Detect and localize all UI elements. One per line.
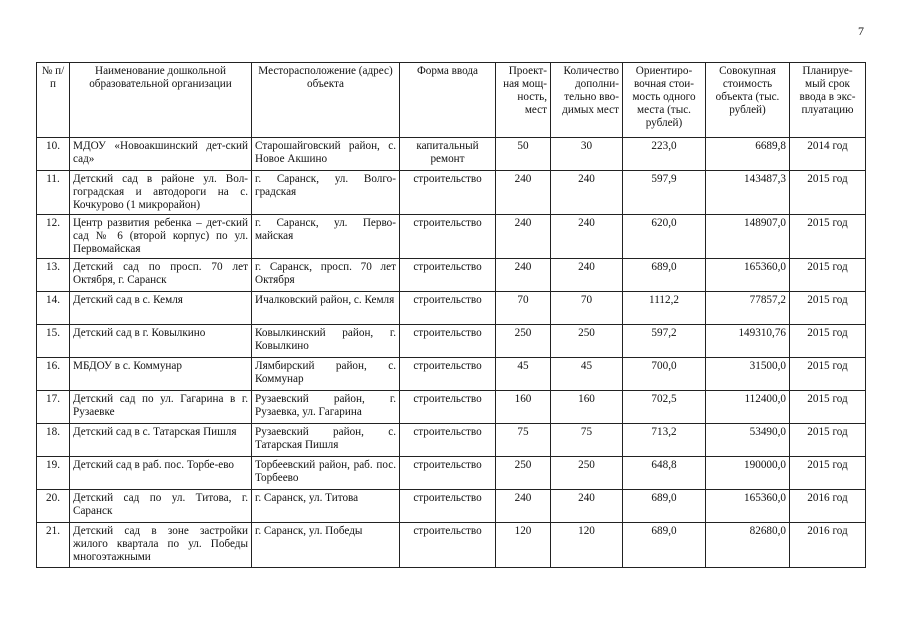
row-name: Детский сад в районе ул. Вол-гоградская и автодороги на с. Кочкурово (1 микрорайон) — [70, 171, 252, 215]
row-form: капитальный ремонт — [400, 138, 496, 171]
row-added: 250 — [551, 325, 623, 358]
table-row — [37, 523, 866, 568]
row-name: Центр развития ребенка – дет-ский сад № 6 (второй корпус) по ул. Первомайская — [70, 215, 252, 259]
table-row — [37, 358, 866, 391]
header-added: Количество дополни-тельно вво-димых мест — [551, 63, 623, 138]
row-term: 2016 год — [790, 523, 866, 568]
row-term: 2016 год — [790, 490, 866, 523]
row-number: 19. — [37, 457, 70, 490]
row-cost-per-place: 223,0 — [623, 138, 706, 171]
row-capacity: 160 — [496, 391, 551, 424]
row-capacity: 240 — [496, 215, 551, 259]
row-location: Рузаевский район, с. Татарская Пишля — [252, 424, 400, 457]
row-added: 240 — [551, 490, 623, 523]
row-added: 240 — [551, 215, 623, 259]
row-added: 70 — [551, 292, 623, 325]
row-added: 240 — [551, 259, 623, 292]
row-term: 2015 год — [790, 358, 866, 391]
row-capacity: 240 — [496, 171, 551, 215]
row-term: 2015 год — [790, 424, 866, 457]
row-name: Детский сад в раб. пос. Торбе-ево — [70, 457, 252, 490]
table-row — [37, 292, 866, 325]
row-total-cost: 82680,0 — [706, 523, 790, 568]
row-name: Детский сад по просп. 70 лет Октября, г. Саранск — [70, 259, 252, 292]
row-name: Детский сад по ул. Гагарина в г. Рузаевке — [70, 391, 252, 424]
row-added: 30 — [551, 138, 623, 171]
row-capacity: 240 — [496, 259, 551, 292]
row-name: Детский сад в зоне застройки жилого квартала по ул. Победы многоэтажными — [70, 523, 252, 568]
row-number: 15. — [37, 325, 70, 358]
row-total-cost: 6689,8 — [706, 138, 790, 171]
row-number: 16. — [37, 358, 70, 391]
row-form: строительство — [400, 490, 496, 523]
row-term: 2015 год — [790, 215, 866, 259]
row-total-cost: 112400,0 — [706, 391, 790, 424]
row-capacity: 75 — [496, 424, 551, 457]
row-number: 12. — [37, 215, 70, 259]
row-name: Детский сад в г. Ковылкино — [70, 325, 252, 358]
header-form: Форма ввода — [400, 63, 496, 138]
row-number: 21. — [37, 523, 70, 568]
row-number: 17. — [37, 391, 70, 424]
table-row — [37, 259, 866, 292]
header-name: Наименование дошкольной образовательной организации — [70, 63, 252, 138]
row-form: строительство — [400, 292, 496, 325]
row-capacity: 120 — [496, 523, 551, 568]
row-term: 2015 год — [790, 171, 866, 215]
row-number: 13. — [37, 259, 70, 292]
header-number: № п/п — [37, 63, 70, 138]
row-location: Рузаевский район, г. Рузаевка, ул. Гагарина — [252, 391, 400, 424]
row-term: 2015 год — [790, 391, 866, 424]
row-cost-per-place: 702,5 — [623, 391, 706, 424]
row-added: 240 — [551, 171, 623, 215]
row-location: г. Саранск, ул. Победы — [252, 523, 400, 568]
row-total-cost: 165360,0 — [706, 490, 790, 523]
header-total-cost: Совокупная стоимость объекта (тыс. рублей) — [706, 63, 790, 138]
row-total-cost: 148907,0 — [706, 215, 790, 259]
row-capacity: 250 — [496, 457, 551, 490]
row-added: 45 — [551, 358, 623, 391]
row-cost-per-place: 597,2 — [623, 325, 706, 358]
row-name: МДОУ «Новоакшинский дет-ский сад» — [70, 138, 252, 171]
row-number: 10. — [37, 138, 70, 171]
row-capacity: 250 — [496, 325, 551, 358]
row-cost-per-place: 620,0 — [623, 215, 706, 259]
row-cost-per-place: 689,0 — [623, 259, 706, 292]
row-location: г. Саранск, ул. Волго-градская — [252, 171, 400, 215]
row-total-cost: 143487,3 — [706, 171, 790, 215]
row-number: 14. — [37, 292, 70, 325]
table-row — [37, 457, 866, 490]
header-location: Месторасположение (адрес) объекта — [252, 63, 400, 138]
table-header-row — [37, 63, 866, 138]
row-number: 11. — [37, 171, 70, 215]
row-form: строительство — [400, 215, 496, 259]
row-term: 2015 год — [790, 259, 866, 292]
kindergarten-table — [36, 62, 866, 568]
row-location: Ичалковский район, с. Кемля — [252, 292, 400, 325]
row-added: 75 — [551, 424, 623, 457]
page-number: 7 — [858, 24, 864, 38]
row-location: г. Саранск, ул. Перво-майская — [252, 215, 400, 259]
row-form: строительство — [400, 171, 496, 215]
row-location: Ковылкинский район, г. Ковылкино — [252, 325, 400, 358]
row-cost-per-place: 713,2 — [623, 424, 706, 457]
table-row — [37, 424, 866, 457]
row-added: 250 — [551, 457, 623, 490]
row-form: строительство — [400, 523, 496, 568]
row-form: строительство — [400, 457, 496, 490]
row-location: Торбеевский район, раб. пос. Торбеево — [252, 457, 400, 490]
row-cost-per-place: 689,0 — [623, 523, 706, 568]
row-name: Детский сад по ул. Титова, г. Саранск — [70, 490, 252, 523]
row-form: строительство — [400, 259, 496, 292]
row-location: Старошайговский район, с. Новое Акшино — [252, 138, 400, 171]
row-total-cost: 53490,0 — [706, 424, 790, 457]
row-name: Детский сад в с. Татарская Пишля — [70, 424, 252, 457]
row-total-cost: 190000,0 — [706, 457, 790, 490]
row-total-cost: 31500,0 — [706, 358, 790, 391]
row-number: 20. — [37, 490, 70, 523]
row-form: строительство — [400, 358, 496, 391]
header-cost-per-place: Ориентиро-вочная стои-мость одного места (тыс. рублей) — [623, 63, 706, 138]
row-capacity: 70 — [496, 292, 551, 325]
row-total-cost: 165360,0 — [706, 259, 790, 292]
table-row — [37, 391, 866, 424]
row-added: 120 — [551, 523, 623, 568]
row-location: Лямбирский район, с. Коммунар — [252, 358, 400, 391]
row-cost-per-place: 1112,2 — [623, 292, 706, 325]
row-cost-per-place: 689,0 — [623, 490, 706, 523]
row-added: 160 — [551, 391, 623, 424]
row-form: строительство — [400, 391, 496, 424]
row-capacity: 45 — [496, 358, 551, 391]
row-cost-per-place: 648,8 — [623, 457, 706, 490]
row-name: Детский сад в с. Кемля — [70, 292, 252, 325]
row-form: строительство — [400, 424, 496, 457]
row-form: строительство — [400, 325, 496, 358]
row-cost-per-place: 700,0 — [623, 358, 706, 391]
row-total-cost: 149310,76 — [706, 325, 790, 358]
table-row — [37, 215, 866, 259]
row-cost-per-place: 597,9 — [623, 171, 706, 215]
table-row — [37, 490, 866, 523]
table-row — [37, 325, 866, 358]
header-capacity: Проект-ная мощ-ность, мест — [496, 63, 551, 138]
row-total-cost: 77857,2 — [706, 292, 790, 325]
row-number: 18. — [37, 424, 70, 457]
row-capacity: 240 — [496, 490, 551, 523]
row-term: 2015 год — [790, 292, 866, 325]
table-row — [37, 138, 866, 171]
row-name: МБДОУ в с. Коммунар — [70, 358, 252, 391]
table-row — [37, 171, 866, 215]
row-capacity: 50 — [496, 138, 551, 171]
row-location: г. Саранск, просп. 70 лет Октября — [252, 259, 400, 292]
header-term: Планируе-мый срок ввода в экс-плуатацию — [790, 63, 866, 138]
row-term: 2014 год — [790, 138, 866, 171]
row-term: 2015 год — [790, 325, 866, 358]
row-term: 2015 год — [790, 457, 866, 490]
row-location: г. Саранск, ул. Титова — [252, 490, 400, 523]
